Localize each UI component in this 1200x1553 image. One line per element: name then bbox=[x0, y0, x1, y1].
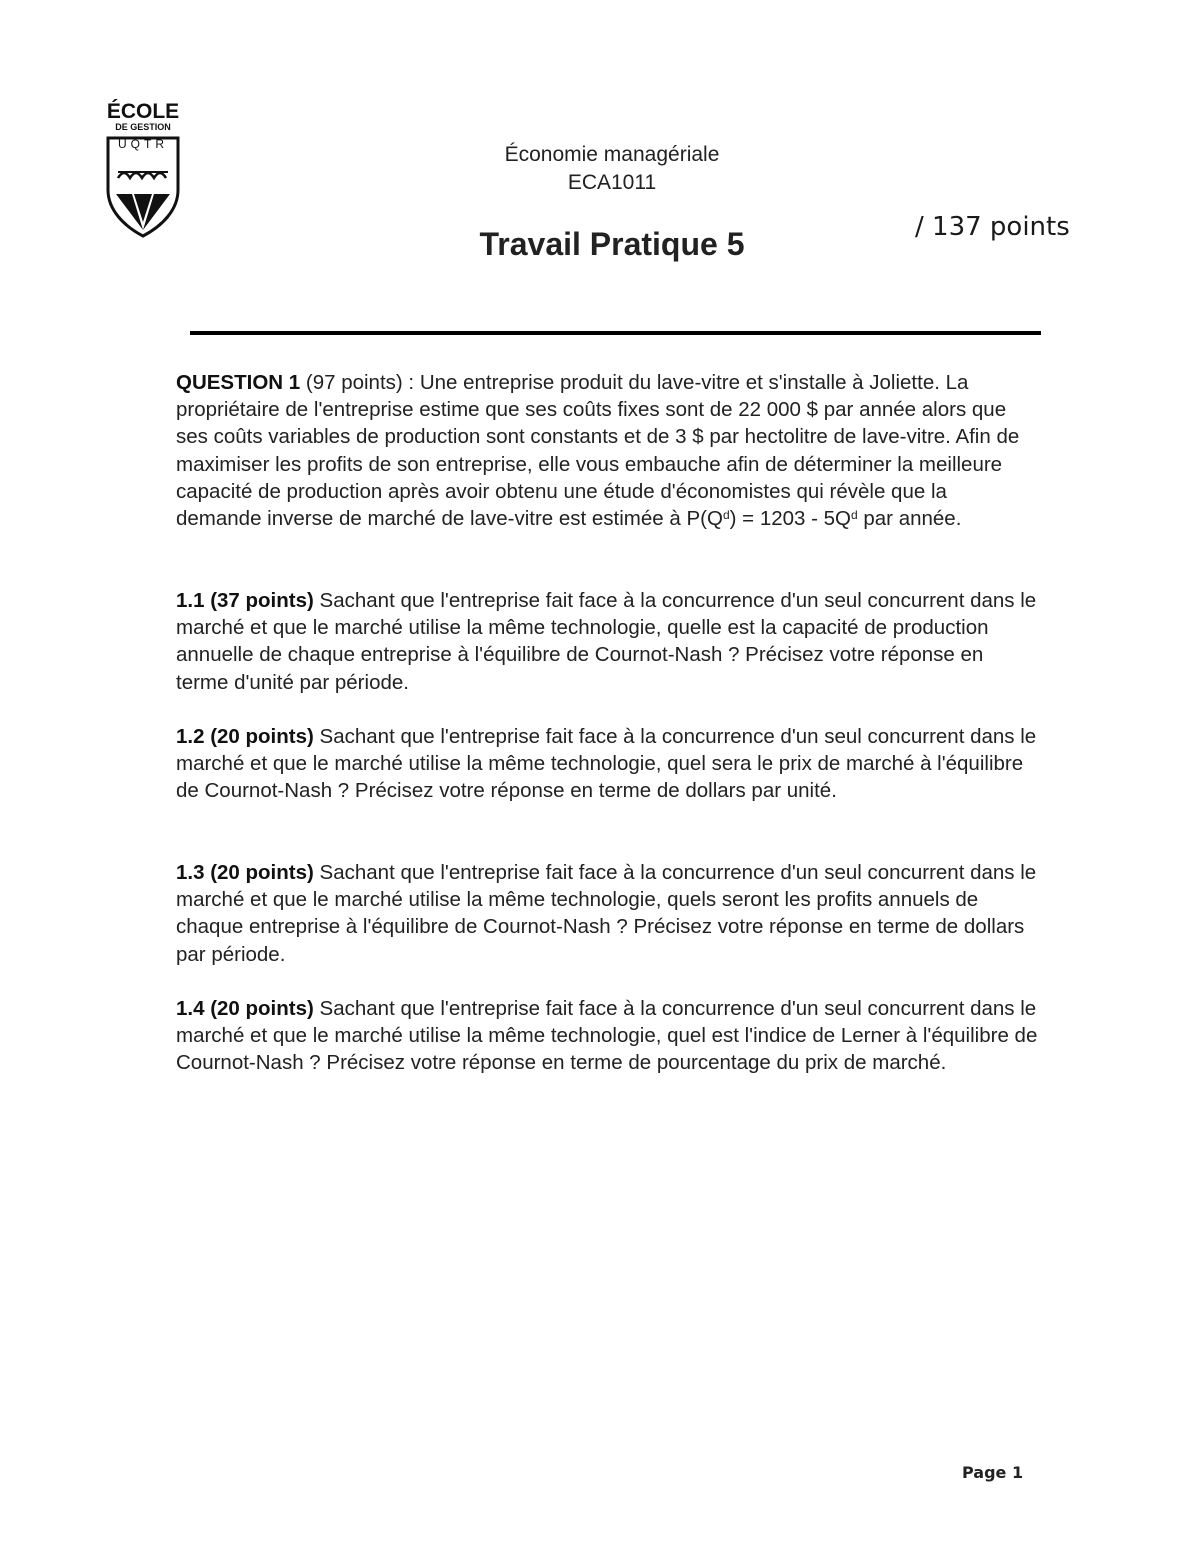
subquestion-1-3 bbox=[176, 859, 1038, 968]
question-1-points: (97 points) bbox=[305, 371, 403, 394]
subquestion-1-4 bbox=[176, 995, 1038, 1077]
subquestion-1-2 bbox=[176, 723, 1038, 805]
demand-superscript: d bbox=[850, 508, 858, 523]
page-number: Page 1 bbox=[962, 1463, 1024, 1482]
subquestion-text: Sachant que l'entreprise fait face à la concurrence d'un seul concurrent dans le marché et que le marché utilise la même technologie, quels seront les profits annuels de chaque entreprise à l'équilibre de Cournot-Nash ? Précisez votre réponse en terme de dollars par période. bbox=[176, 861, 1037, 966]
question-1 bbox=[176, 369, 1038, 532]
logo-text-de-gestion: DE GESTION bbox=[115, 122, 171, 132]
subquestion-label: 1.3 (20 points) bbox=[176, 861, 314, 884]
subquestion-label: 1.4 (20 points) bbox=[176, 997, 314, 1020]
question-1-label: QUESTION 1 bbox=[176, 371, 301, 394]
subquestion-text: Sachant que l'entreprise fait face à la concurrence d'un seul concurrent dans le marché et que le marché utilise la même technologie, quel sera le prix de marché à l'équilibre de Cournot-Nash ? Précisez votre réponse en terme de dollars par unité. bbox=[176, 725, 1037, 803]
subquestion-text: Sachant que l'entreprise fait face à la concurrence d'un seul concurrent dans le marché et que le marché utilise la même technologie, quel est l'indice de Lerner à l'équilibre de Cournot-Nash ? Précisez votre réponse en terme de pourcentage du prix de marché. bbox=[176, 997, 1038, 1075]
demand-superscript: d bbox=[722, 508, 730, 523]
title-divider bbox=[190, 331, 1041, 335]
document-title: Travail Pratique 5 bbox=[479, 226, 745, 262]
question-1-text: : Une entreprise produit du lave-vitre et s'installe à Joliette. La propriétaire de l'entreprise estime que ses coûts fixes sont de 22 000 $ par année alors que ses coûts variables de production sont constants et de 3 $ par hectolitre de lave-vitre. Afin de maximiser les profits de son entreprise, elle vous embauche afin de déterminer la meilleure capacité de production après avoir obtenu une étude d'économistes qui révèle que la demande inverse de marché de lave-vitre est estimée à P(Q bbox=[176, 371, 1020, 531]
question-1-text-middle: ) = 1203 - 5Q bbox=[729, 507, 851, 531]
subquestion-1-1 bbox=[176, 587, 1038, 696]
subquestion-label: 1.1 (37 points) bbox=[176, 589, 314, 612]
course-code: ECA1011 bbox=[567, 171, 657, 194]
subquestion-label: 1.2 (20 points) bbox=[176, 725, 314, 748]
course-name: Économie managériale bbox=[504, 143, 720, 166]
logo-text-uqtr: UQTR bbox=[118, 137, 168, 151]
subquestion-text: Sachant que l'entreprise fait face à la concurrence d'un seul concurrent dans le marché et que le marché utilise la même technologie, quelle est la capacité de production annuelle de chaque entreprise à l'équilibre de Cournot-Nash ? Précisez votre réponse en terme d'unité par période. bbox=[176, 589, 1037, 694]
total-points: / 137 points bbox=[915, 212, 1070, 242]
question-1-text-end: par année. bbox=[857, 507, 962, 531]
logo-text-ecole: ÉCOLE bbox=[106, 100, 180, 123]
